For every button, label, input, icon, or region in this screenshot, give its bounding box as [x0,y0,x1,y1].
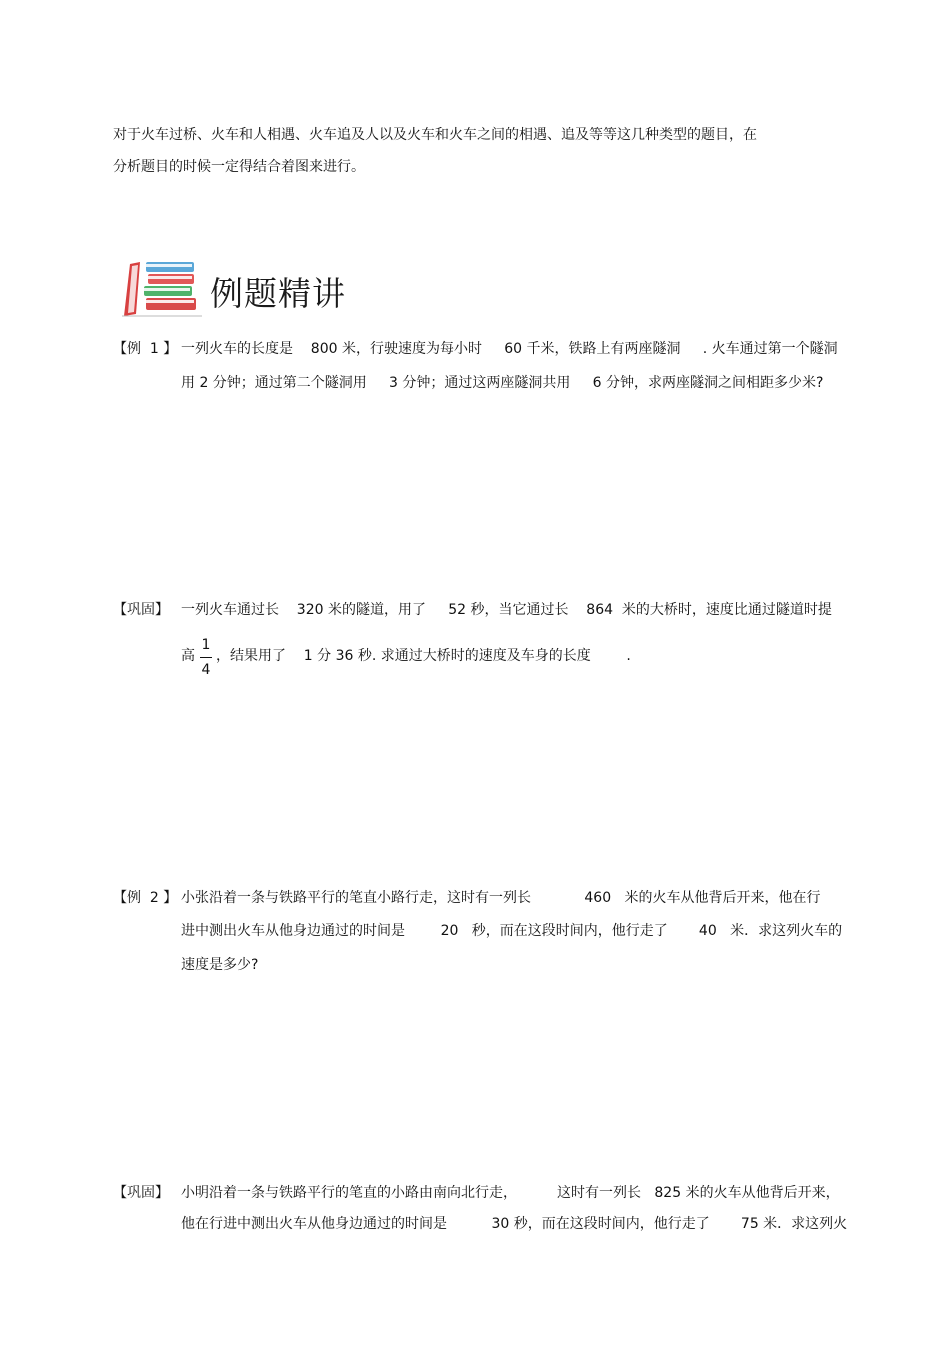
problem-2-tag: 【例 2 】 [113,890,178,906]
consolidate-1-line-2b: ，结果用了 1 分 36 秒. 求通过大桥时的速度及车身的长度 . [216,648,631,664]
consolidate-1-line-2a: 高 [181,648,195,664]
fraction-one-quarter [198,636,214,679]
consolidate-2-line-2: 他在行进中测出火车从他身边通过的时间是 30 秒，而在这段时间内，他行走了 75 米．求这列火 [181,1216,848,1232]
consolidate-2-line-1: 小明沿着一条与铁路平行的笔直的小路由南向北行走， 这时有一列长 825 米的火车从他背后开来， [181,1185,840,1201]
problem-2-line-1: 小张沿着一条与铁路平行的笔直小路行走，这时有一列长 460 米的火车从他背后开来，他在行 [181,890,821,906]
intro-line-1: 对于火车过桥、火车和人相遇、火车追及人以及火车和火车之间的相遇、追及等等这几种类型的题目，在 [113,127,757,143]
section-title: 例题精讲 [210,274,346,313]
fraction-bar [200,657,212,658]
problem-1-line-1: 一列火车的长度是 800 米，行驶速度为每小时 60 千米，铁路上有两座隧洞 . 火车通过第一个隧洞 [181,341,838,357]
problem-2-line-3: 速度是多少? [181,957,259,973]
problem-1-line-2: 用 2 分钟；通过第二个隧洞用 3 分钟；通过这两座隧洞共用 6 分钟，求两座隧洞之间相距多少米? [181,375,824,391]
consolidate-1-line-1: 一列火车通过长 320 米的隧道，用了 52 秒，当它通过长 864 米的大桥时，速度比通过隧道时提 [181,602,832,618]
consolidate-1-tag: 【巩固】 [113,602,169,618]
intro-line-2: 分析题目的时候一定得结合着图来进行。 [113,159,365,175]
problem-2-line-2: 进中测出火车从他身边通过的时间是 20 秒，而在这段时间内，他行走了 40 米．求这列火车的 [181,923,843,939]
fraction-denominator: 4 [201,662,211,678]
problem-1-tag: 【例 1 】 [113,341,178,357]
consolidate-2-tag: 【巩固】 [113,1185,169,1201]
fraction-numerator: 1 [201,637,211,653]
books-icon [116,258,202,318]
